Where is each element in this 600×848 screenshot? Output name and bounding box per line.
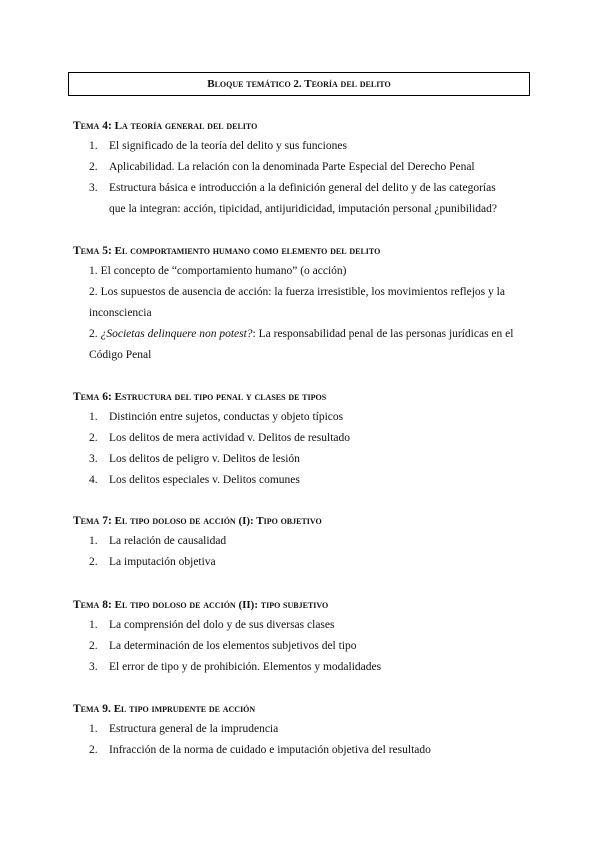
list-item: 1. La comprensión del dolo y de sus diversas clases bbox=[89, 619, 335, 631]
tema-4-list bbox=[73, 136, 533, 220]
list-item: 1. Distinción entre sujetos, conductas y objeto típicos bbox=[89, 411, 344, 423]
list-item: 3. Los delitos de peligro v. Delitos de lesión bbox=[89, 453, 300, 465]
list-item: 2. La determinación de los elementos subjetivos del tipo bbox=[89, 640, 357, 652]
tema-8-heading: Tema 8: El tipo doloso de acción (II): tipo subjetivo bbox=[73, 599, 329, 611]
tema-6-list bbox=[73, 407, 533, 491]
tema-8-list bbox=[73, 615, 533, 678]
tema-5-section bbox=[73, 244, 533, 366]
block-title-box bbox=[68, 72, 530, 96]
list-item: 2. Los delitos de mera actividad v. Delitos de resultado bbox=[89, 432, 351, 444]
list-item: 4. Los delitos especiales v. Delitos comunes bbox=[89, 474, 300, 486]
tema-8-section bbox=[73, 598, 533, 678]
list-item: 2. ¿Societas delinquere non potest?: La responsabilidad penal de las personas jurídicas en el Código Penal bbox=[89, 328, 514, 361]
tema-7-section bbox=[73, 514, 533, 573]
tema-5-list bbox=[73, 261, 533, 366]
tema-9-list bbox=[73, 719, 533, 761]
list-item: 2. Los supuestos de ausencia de acción: la fuerza irresistible, los movimientos reflejos y la inconsciencia bbox=[89, 286, 505, 319]
tema-7-list bbox=[73, 531, 533, 573]
tema-6-section bbox=[73, 390, 533, 491]
list-item: 1. La relación de causalidad bbox=[89, 535, 227, 547]
tema-7-heading: Tema 7: El tipo doloso de acción (I): Tipo objetivo bbox=[73, 515, 322, 527]
list-item: 1. Estructura general de la imprudencia bbox=[89, 723, 279, 735]
tema-6-heading: Tema 6: Estructura del tipo penal y clases de tipos bbox=[73, 391, 327, 403]
list-item: 3. El error de tipo y de prohibición. Elementos y modalidades bbox=[89, 661, 382, 673]
list-item: 2. La imputación objetiva bbox=[89, 556, 216, 568]
tema-9-section bbox=[73, 702, 533, 761]
list-item: 2. Infracción de la norma de cuidado e imputación objetiva del resultado bbox=[89, 744, 431, 756]
list-item: 1. El concepto de “comportamiento humano” (o acción) bbox=[89, 265, 347, 277]
list-item: 1. El significado de la teoría del delito y sus funciones bbox=[89, 140, 347, 152]
tema-9-heading: Tema 9. El tipo imprudente de acción bbox=[73, 703, 256, 715]
block-title: Bloque temático 2. Teoría del delito bbox=[207, 78, 391, 90]
tema-4-section bbox=[73, 119, 533, 220]
tema-5-heading: Tema 5: El comportamiento humano como elemento del delito bbox=[73, 245, 381, 257]
list-item: 2. Aplicabilidad. La relación con la denominada Parte Especial del Derecho Penal bbox=[89, 161, 475, 173]
tema-4-heading: Tema 4: La teoría general del delito bbox=[73, 120, 258, 132]
list-item: 3. Estructura básica e introducción a la definición general del delito y de las categorías que la integran: acción, tipicidad, antijuridicidad, imputación personal ¿punibilidad? bbox=[89, 182, 498, 215]
